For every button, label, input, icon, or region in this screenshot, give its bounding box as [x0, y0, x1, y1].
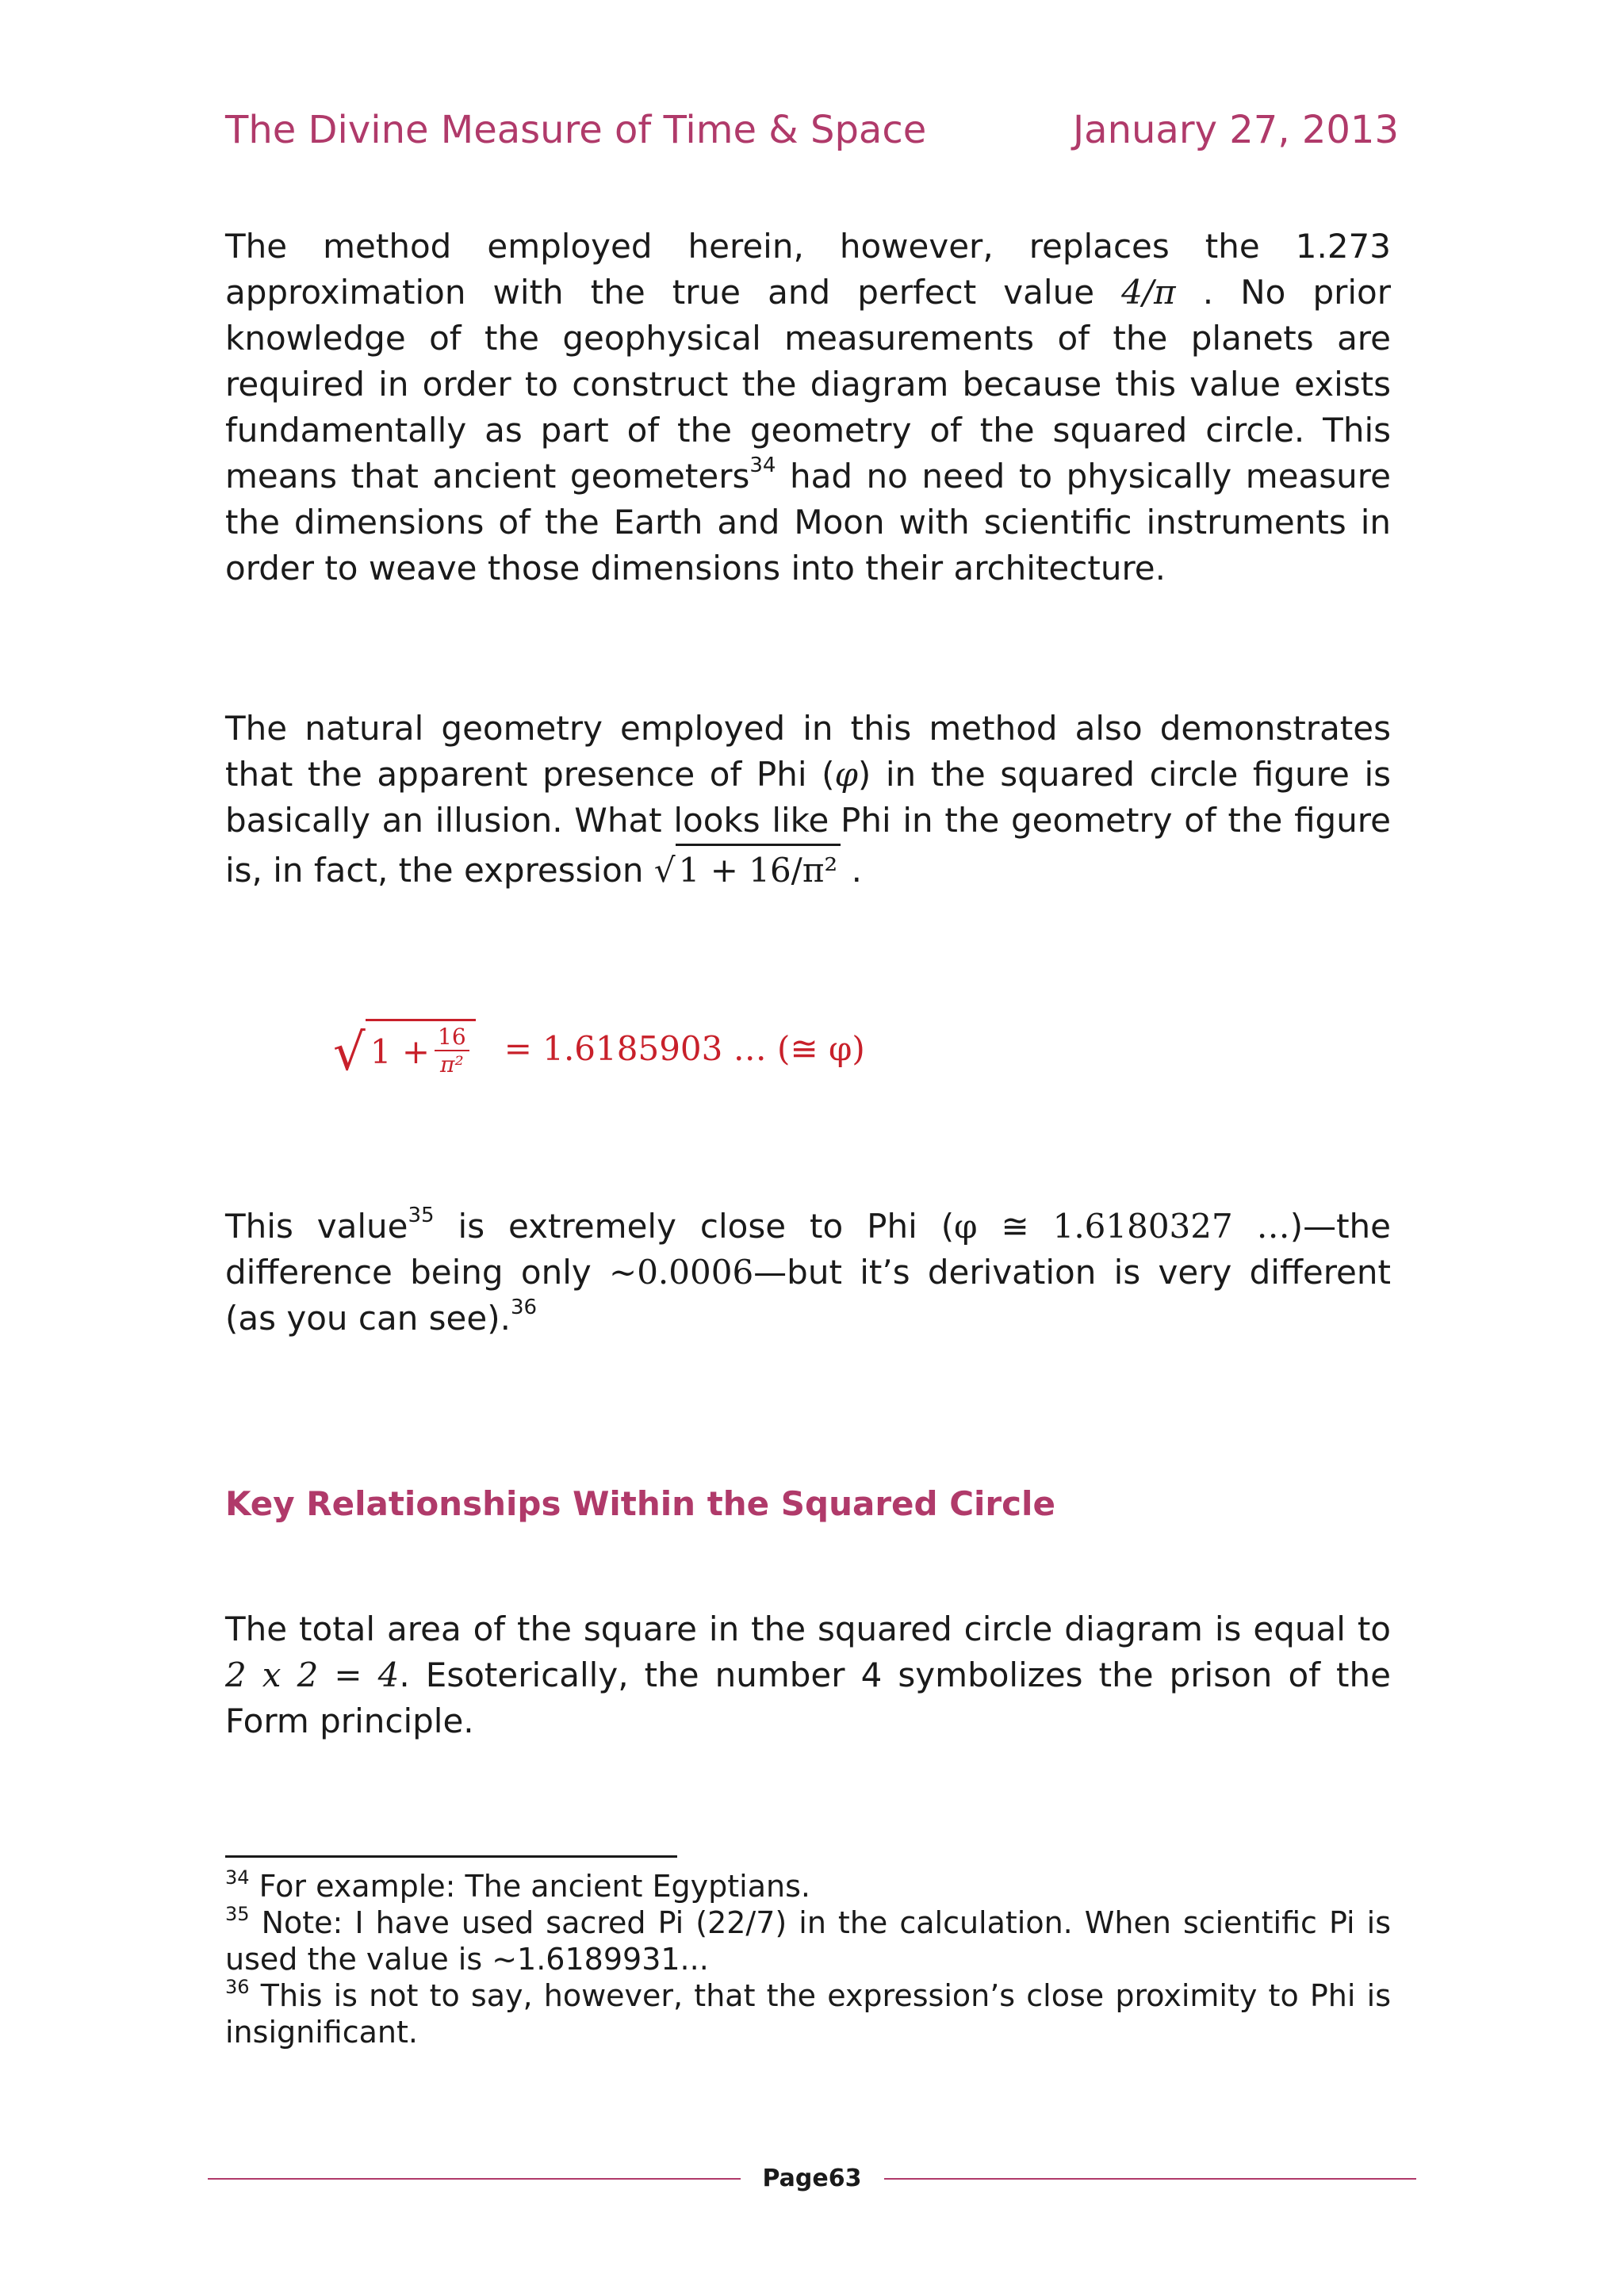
radical — [333, 1019, 476, 1082]
header-title: The Divine Measure of Time & Space — [225, 108, 927, 152]
footnotes — [225, 1868, 1391, 2050]
paragraph-value — [225, 1204, 1391, 1342]
footnote-ref[interactable]: 36 — [510, 1296, 538, 1319]
math-two-times-two: 2 x 2 = 4 — [225, 1656, 400, 1694]
running-header — [225, 108, 1399, 152]
radical-body — [366, 1019, 476, 1078]
sqrt-radicand: 1 + 16/π² — [676, 844, 841, 894]
footnote-number: 36 — [225, 1976, 250, 1998]
paragraph-area — [225, 1606, 1391, 1744]
footnote-divider — [225, 1855, 677, 1858]
paragraph-text: had no need to physically measure the dimensions of the Earth and Moon with scientific instruments in order to weave those dimensions into their architecture. — [225, 457, 1391, 588]
footnote-item — [225, 1868, 1391, 1904]
footnote-item — [225, 1904, 1391, 1977]
radical-sign: √ — [333, 1024, 366, 1082]
eq-one-plus: 1 + — [370, 1032, 431, 1071]
footnote-text: For example: The ancient Egyptians. — [249, 1869, 810, 1904]
eq-result: = 1.6185903 … (≅ φ) — [504, 1029, 865, 1068]
paragraph-text: —but it’s derivation is very different (as you can see). — [225, 1253, 1391, 1338]
paragraph-text: . No prior knowledge of the geophysical measurements of the planets are required in order to construct the diagram because this value exists fundamentally as part of the geometry of the squared circle. This means that ancient geometers — [225, 273, 1392, 496]
page-number: Page63 — [762, 2165, 862, 2192]
math-four-over-pi: 4/π — [1121, 273, 1176, 312]
header-date: January 27, 2013 — [1073, 108, 1399, 152]
footnote-text: Note: I have used sacred Pi (22/7) in the calculation. When scientific Pi is used the value is ~1.6189931... — [225, 1905, 1391, 1977]
section-heading: Key Relationships Within the Squared Circle — [225, 1484, 1055, 1523]
footnote-text: This is not to say, however, that the expression’s close proximity to Phi is insignificant. — [225, 1978, 1391, 2050]
math-difference: ~0.0006 — [609, 1253, 754, 1292]
paragraph-text: The natural geometry employed in this method also demonstrates that the apparent presence of Phi ( — [225, 709, 1391, 794]
paragraph-phi-illusion — [225, 706, 1391, 894]
footnote-ref[interactable]: 34 — [749, 454, 776, 477]
math-phi-value: φ ≅ 1.6180327 … — [954, 1207, 1290, 1246]
paragraph-text: The method employed herein, however, replaces the 1.273 approximation with the true and perfect value — [225, 227, 1391, 312]
paragraph-text: . Esoterically, the number 4 symbolizes the prison of the Form principle. — [225, 1656, 1391, 1740]
math-sqrt-expression: √1 + 16/π² — [654, 844, 841, 894]
paragraph-text: )—the difference being only — [225, 1207, 1391, 1292]
paragraph-text: . — [841, 851, 862, 890]
footer-rule-left — [208, 2178, 741, 2180]
footnote-ref[interactable]: 35 — [408, 1204, 435, 1227]
footnote-number: 35 — [225, 1903, 250, 1925]
footer-rule-right — [884, 2178, 1417, 2180]
footnote-item — [225, 1977, 1391, 2050]
display-equation — [333, 1019, 865, 1082]
paragraph-text: is extremely close to Phi ( — [434, 1207, 955, 1246]
eq-fraction — [435, 1024, 469, 1078]
paragraph-text: ) in the squared circle figure is basically an illusion. What looks like Phi in the geometry of the figure is, in fact, the expression — [225, 755, 1391, 890]
footnote-number: 34 — [225, 1866, 250, 1889]
eq-denominator: π² — [440, 1051, 464, 1078]
eq-numerator: 16 — [435, 1024, 469, 1051]
paragraph-method — [225, 224, 1391, 591]
math-phi: φ — [834, 755, 858, 794]
paragraph-text: The total area of the square in the squared circle diagram is equal to — [225, 1610, 1391, 1648]
paragraph-text: This value — [225, 1207, 408, 1246]
page-footer — [208, 2165, 1416, 2192]
